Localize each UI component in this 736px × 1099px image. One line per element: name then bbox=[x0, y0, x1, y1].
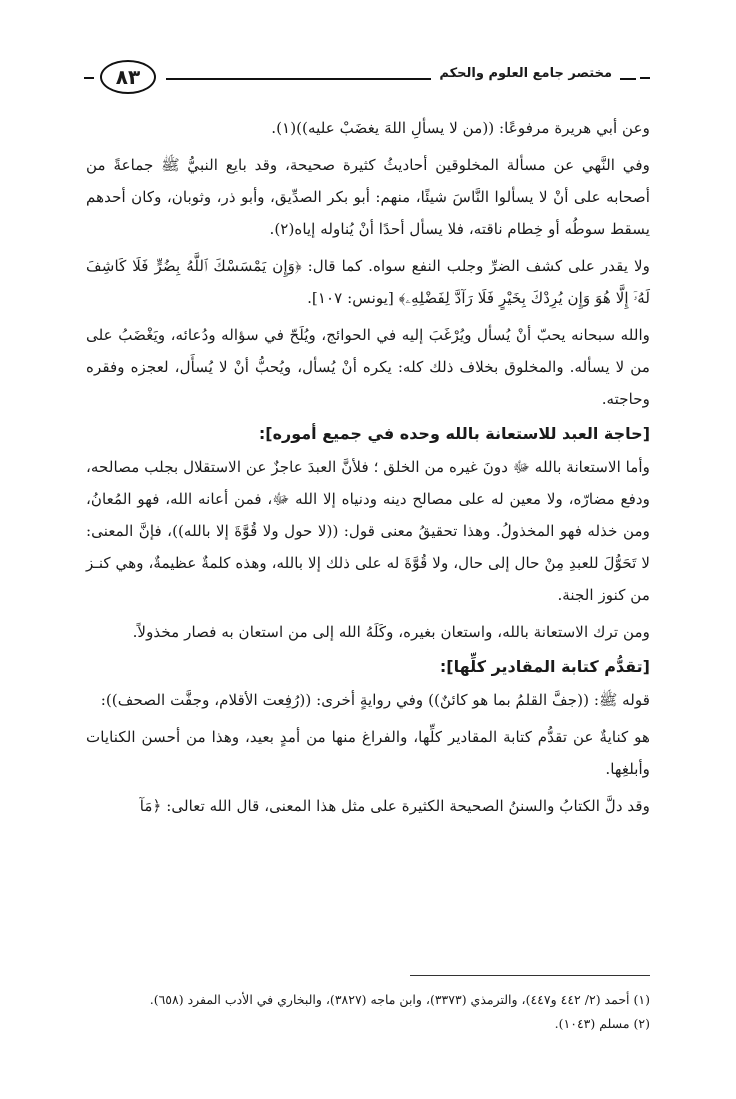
paragraph-8: هو كنايةٌ عن تقدُّم كتابة المقادير كلِّها، والفراغ منها من أمدٍ بعيد، وهذا من أحسن الكنايات وأبلغِها. bbox=[86, 728, 650, 778]
section-heading-1: [حاجة العبد للاستعانة بالله وحده في جميع أموره]: bbox=[258, 424, 650, 443]
page-number: ٨٣ bbox=[100, 60, 156, 94]
page-header bbox=[84, 58, 650, 92]
paragraph-9: وقد دلَّ الكتابُ والسننُ الصحيحة الكثيرة على مثل هذا المعنى، قال الله تعالى: ﴿مَآ bbox=[139, 797, 650, 815]
book-title: مختصر جامع العلوم والحكم bbox=[431, 64, 620, 84]
header-dash-left bbox=[84, 77, 94, 79]
footnotes bbox=[86, 975, 650, 1036]
footnote-2: (٢) مسلم (١٠٤٣). bbox=[554, 1016, 650, 1031]
page-body bbox=[86, 112, 650, 822]
section-heading-2: [تقدُّم كتابة المقادير كلِّها]: bbox=[439, 657, 650, 676]
footnote-1: (١) أحمد (٢/ ٤٤٢ و٤٤٧)، والترمذي (٣٣٧٣)، وابن ماجه (٣٨٢٧)، والبخاري في الأدب المفرد (٦٥٨). bbox=[149, 992, 650, 1007]
paragraph-3: ولا يقدر على كشف الضرِّ وجلب النفع سواه. كما قال: ﴿وَإِن يَمْسَسْكَ ٱللَّهُ بِضُرٍّ فَلَا كَاشِفَ لَهُۥٓ إِلَّا هُوَ وَإِن يُرِدْكَ بِخَيْرٍ فَلَا رَآدَّ لِفَضْلِهِۦ﴾ [يونس: ١٠٧]. bbox=[86, 257, 650, 307]
paragraph-5: وأما الاستعانة بالله ﷻ دونَ غيره من الخلق ؛ فلأنَّ العبدَ عاجزٌ عن الاستقلال بجلب مصالحه، ودفع مضارّه، ولا معين له على مصالح دينه ودنياه إلا الله ﷻ، فمن أعانه الله، فهو المُعانُ، ومن خذله فهو المخذولُ. وهذا تحقيقُ معنى قول: ((لا حول ولا قُوَّةَ إلا بالله))، فإنَّ المعنى: لا تَحَوُّلَ للعبدِ مِنْ حال إلى حال، ولا قُوَّةَ له على ذلك إلا بالله، وهذه كلمةٌ عظيمةٌ، وهي كنـز من كنوز الجنة. bbox=[86, 458, 650, 604]
paragraph-1: وعن أبي هريرة مرفوعًا: ((من لا يسألِ اللهَ يغضَبْ عليه))(١). bbox=[271, 119, 650, 137]
paragraph-2: وفي النَّهي عن مسألة المخلوقين أحاديثُ كثيرة صحيحة، وقد بايع النبيُّ ﷺ جماعةً من أصحابه على أنْ لا يسألوا النَّاسَ شيئًا، منهم: أبو بكر الصدِّيق، وأبو ذر، وثوبان، وكان أحدهم يسقط سوطُه أو خِطام ناقته، فلا يسأل أحدًا أنْ يُناوله إياه(٢). bbox=[86, 156, 650, 238]
footnote-rule bbox=[410, 975, 650, 976]
paragraph-4: والله سبحانه يحبّ أنْ يُسأل ويُرْغَبَ إليه في الحوائج، ويُلَحّ في سؤاله ودُعائه، ويَغْضَبُ على من لا يسأله. والمخلوق بخلاف ذلك كله: يكره أنْ يُسأل، ويُحبُّ أنْ لا يُسأَل، لعجزه وفقره وحاجته. bbox=[86, 326, 650, 408]
paragraph-7: قوله ﷺ: ((جفَّ القلمُ بما هو كائنٌ)) وفي روايةٍ أخرى: ((رُفِعت الأقلام، وجفَّت الصحف)): bbox=[100, 691, 650, 709]
header-dash-right bbox=[640, 77, 650, 79]
paragraph-6: ومن ترك الاستعانة بالله، واستعان بغيره، وكَلَهُ الله إلى من استعان به فصار مخذولاً. bbox=[132, 623, 650, 641]
